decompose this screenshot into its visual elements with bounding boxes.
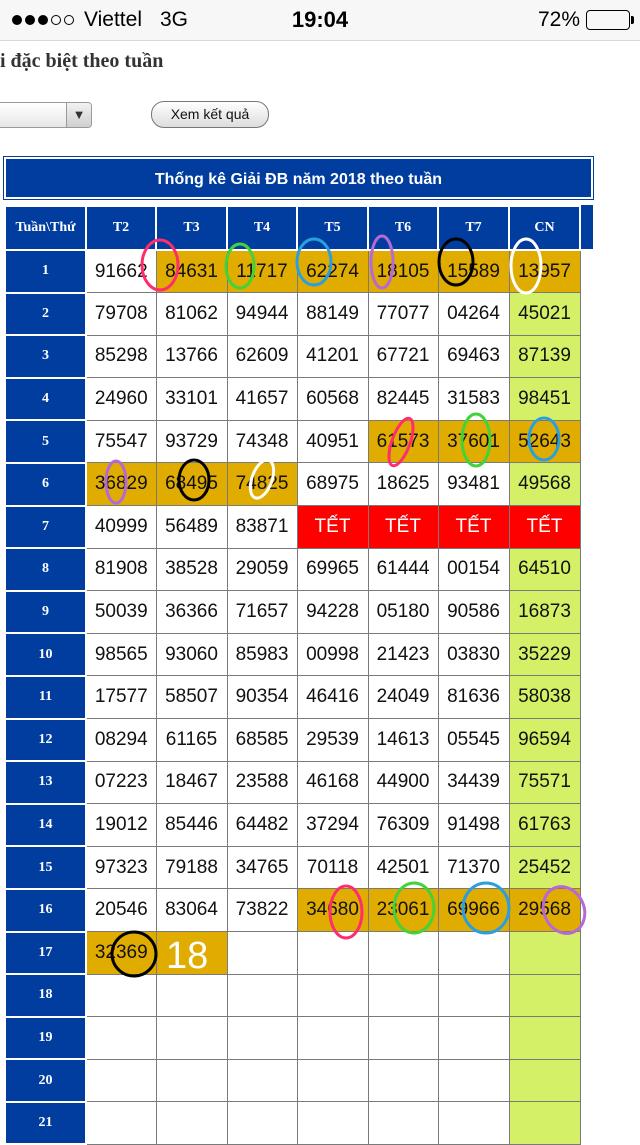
table-row (5, 420, 580, 463)
status-bar (0, 0, 640, 41)
year-select[interactable] (0, 102, 92, 128)
result-cell: 32369 (86, 932, 156, 975)
result-cell (509, 1017, 580, 1060)
col-header: CN (509, 206, 580, 250)
result-cell (227, 1059, 297, 1102)
week-number: 16 (5, 889, 86, 932)
result-cell (86, 1059, 156, 1102)
result-cell: 58038 (509, 676, 580, 719)
result-cell: 69463 (438, 335, 509, 378)
table-row (5, 548, 580, 591)
result-cell: 76309 (368, 804, 438, 847)
result-cell (297, 932, 368, 975)
result-cell (297, 1102, 368, 1145)
result-cell: 85298 (86, 335, 156, 378)
network-type: 3G (160, 8, 189, 31)
result-cell: 81908 (86, 548, 156, 591)
result-cell: 40999 (86, 506, 156, 549)
table-row (5, 676, 580, 719)
result-cell: 61573 (368, 420, 438, 463)
result-cell: 05545 (438, 719, 509, 762)
result-cell: 07223 (86, 761, 156, 804)
result-cell (297, 1017, 368, 1060)
result-cell (438, 1102, 509, 1145)
result-cell: 37294 (297, 804, 368, 847)
result-cell: 94228 (297, 591, 368, 634)
table-row (5, 378, 580, 421)
result-cell: 45021 (509, 293, 580, 336)
result-cell: 94944 (227, 293, 297, 336)
result-cell: 70118 (297, 846, 368, 889)
week-number: 5 (5, 420, 86, 463)
result-cell: 50039 (86, 591, 156, 634)
col-header: T2 (86, 206, 156, 250)
table-row (5, 889, 580, 932)
result-cell (227, 1017, 297, 1060)
result-cell: TẾT (438, 506, 509, 549)
result-cell: 81062 (156, 293, 227, 336)
result-cell: 75547 (86, 420, 156, 463)
col-header: T7 (438, 206, 509, 250)
result-cell (86, 1017, 156, 1060)
result-cell (438, 1017, 509, 1060)
result-cell: 03830 (438, 633, 509, 676)
result-cell: 25452 (509, 846, 580, 889)
result-cell: 52643 (509, 420, 580, 463)
result-cell: 34439 (438, 761, 509, 804)
result-cell: 18467 (156, 761, 227, 804)
result-cell: 36366 (156, 591, 227, 634)
result-cell: 62274 (297, 250, 368, 293)
result-cell (509, 1102, 580, 1145)
result-cell (509, 1059, 580, 1102)
result-cell: 88149 (297, 293, 368, 336)
result-cell: 11717 (227, 250, 297, 293)
view-results-button[interactable]: Xem kết quả (151, 101, 269, 128)
result-cell: 21423 (368, 633, 438, 676)
result-cell: 60568 (297, 378, 368, 421)
result-cell: 24960 (86, 378, 156, 421)
result-cell: TẾT (509, 506, 580, 549)
result-cell (438, 974, 509, 1017)
result-cell (156, 974, 227, 1017)
result-cell: 67721 (368, 335, 438, 378)
result-cell: 79708 (86, 293, 156, 336)
result-cell: 77077 (368, 293, 438, 336)
result-cell (438, 1059, 509, 1102)
col-header: T6 (368, 206, 438, 250)
result-cell: 91662 (86, 250, 156, 293)
table-row (5, 719, 580, 762)
result-cell (368, 932, 438, 975)
result-cell (227, 974, 297, 1017)
result-cell: 83871 (227, 506, 297, 549)
result-cell: 20546 (86, 889, 156, 932)
result-cell: 90586 (438, 591, 509, 634)
week-number: 2 (5, 293, 86, 336)
result-cell: 00154 (438, 548, 509, 591)
result-cell: 73822 (227, 889, 297, 932)
result-cell: TẾT (297, 506, 368, 549)
result-cell: 61763 (509, 804, 580, 847)
week-number: 10 (5, 633, 86, 676)
week-number: 12 (5, 719, 86, 762)
result-cell: 29539 (297, 719, 368, 762)
result-cell (368, 974, 438, 1017)
week-number: 1 (5, 250, 86, 293)
result-cell: 13766 (156, 335, 227, 378)
result-cell (86, 1102, 156, 1145)
result-cell: 68495 (156, 463, 227, 506)
table-row (5, 591, 580, 634)
result-cell: 29059 (227, 548, 297, 591)
result-cell: 84631 (156, 250, 227, 293)
result-cell: 91498 (438, 804, 509, 847)
result-cell: 35229 (509, 633, 580, 676)
result-cell: 13957 (509, 250, 580, 293)
table-header-row (5, 206, 580, 250)
week-number: 13 (5, 761, 86, 804)
result-cell (297, 974, 368, 1017)
result-cell: 93060 (156, 633, 227, 676)
result-cell: 19012 (86, 804, 156, 847)
result-cell: 04264 (438, 293, 509, 336)
result-cell (156, 1059, 227, 1102)
result-cell: 49568 (509, 463, 580, 506)
result-cell: 46416 (297, 676, 368, 719)
week-number: 20 (5, 1059, 86, 1102)
result-cell: 33101 (156, 378, 227, 421)
result-cell: 71657 (227, 591, 297, 634)
week-number: 15 (5, 846, 86, 889)
result-cell: 41201 (297, 335, 368, 378)
table-row (5, 463, 580, 506)
result-cell: 81636 (438, 676, 509, 719)
result-cell: 41657 (227, 378, 297, 421)
result-cell: 85983 (227, 633, 297, 676)
result-cell: 18105 (368, 250, 438, 293)
table-row (5, 1017, 580, 1060)
result-cell: 68585 (227, 719, 297, 762)
result-cell: 31583 (438, 378, 509, 421)
col-header: T3 (156, 206, 227, 250)
result-cell: 74825 (227, 463, 297, 506)
week-number: 8 (5, 548, 86, 591)
result-cell: 97323 (86, 846, 156, 889)
result-cell (368, 1017, 438, 1060)
table-row (5, 932, 580, 975)
week-number: 21 (5, 1102, 86, 1145)
week-number: 17 (5, 932, 86, 975)
result-cell: 83064 (156, 889, 227, 932)
result-cell: 56489 (156, 506, 227, 549)
result-cell: 69965 (297, 548, 368, 591)
result-cell: 36829 (86, 463, 156, 506)
result-cell: TẾT (368, 506, 438, 549)
result-cell: 93481 (438, 463, 509, 506)
result-cell: 68975 (297, 463, 368, 506)
result-cell: 38528 (156, 548, 227, 591)
result-cell (509, 932, 580, 975)
table-row (5, 1102, 580, 1145)
col-header: T4 (227, 206, 297, 250)
result-cell (156, 932, 227, 975)
result-cell: 24049 (368, 676, 438, 719)
result-cell: 71370 (438, 846, 509, 889)
corner-header: Tuần\Thứ (5, 206, 86, 250)
result-cell: 16873 (509, 591, 580, 634)
result-cell: 96594 (509, 719, 580, 762)
result-cell: 82445 (368, 378, 438, 421)
result-cell: 17577 (86, 676, 156, 719)
result-cell: 58507 (156, 676, 227, 719)
result-cell: 18625 (368, 463, 438, 506)
table-row (5, 506, 580, 549)
result-cell: 23588 (227, 761, 297, 804)
result-cell: 14613 (368, 719, 438, 762)
result-cell (156, 1017, 227, 1060)
week-number: 11 (5, 676, 86, 719)
result-cell (86, 974, 156, 1017)
result-cell: 15589 (438, 250, 509, 293)
result-cell: 23061 (368, 889, 438, 932)
result-cell (227, 1102, 297, 1145)
week-number: 4 (5, 378, 86, 421)
result-cell (509, 974, 580, 1017)
carrier-name: Viettel (84, 8, 142, 31)
result-cell: 05180 (368, 591, 438, 634)
result-cell: 61444 (368, 548, 438, 591)
result-cell: 44900 (368, 761, 438, 804)
result-cell (297, 1059, 368, 1102)
dropdown-arrow-icon[interactable]: ▼ (66, 103, 91, 127)
handwritten-number: 18 (166, 935, 209, 977)
result-cell (438, 932, 509, 975)
result-cell: 46168 (297, 761, 368, 804)
table-row (5, 974, 580, 1017)
result-cell: 90354 (227, 676, 297, 719)
week-number: 19 (5, 1017, 86, 1060)
result-cell (368, 1102, 438, 1145)
page-title: i đặc biệt theo tuần (0, 50, 164, 72)
result-cell: 42501 (368, 846, 438, 889)
result-cell: 75571 (509, 761, 580, 804)
table-row (5, 846, 580, 889)
results-table (4, 205, 581, 1145)
week-number: 9 (5, 591, 86, 634)
col-header: T5 (297, 206, 368, 250)
result-cell: 85446 (156, 804, 227, 847)
result-cell (156, 1102, 227, 1145)
result-cell: 64482 (227, 804, 297, 847)
battery-percent: 72% (537, 8, 580, 31)
table-row (5, 804, 580, 847)
table-row (5, 250, 580, 293)
result-cell: 98451 (509, 378, 580, 421)
clock: 19:04 (291, 7, 349, 32)
week-number: 18 (5, 974, 86, 1017)
result-cell: 64510 (509, 548, 580, 591)
table-title: Thống kê Giải ĐB năm 2018 theo tuần (4, 157, 593, 199)
result-cell: 37601 (438, 420, 509, 463)
result-cell: 34765 (227, 846, 297, 889)
result-cell (368, 1059, 438, 1102)
table-row (5, 335, 580, 378)
result-cell: 93729 (156, 420, 227, 463)
result-cell: 34680 (297, 889, 368, 932)
result-cell: 98565 (86, 633, 156, 676)
result-cell: 61165 (156, 719, 227, 762)
battery-icon (586, 10, 630, 30)
result-cell: 79188 (156, 846, 227, 889)
result-cell: 62609 (227, 335, 297, 378)
result-cell: 40951 (297, 420, 368, 463)
week-number: 6 (5, 463, 86, 506)
table-row (5, 633, 580, 676)
result-cell (227, 932, 297, 975)
week-number: 14 (5, 804, 86, 847)
result-cell: 74348 (227, 420, 297, 463)
table-row (5, 1059, 580, 1102)
result-cell: 69966 (438, 889, 509, 932)
result-cell: 87139 (509, 335, 580, 378)
result-cell: 08294 (86, 719, 156, 762)
week-number: 7 (5, 506, 86, 549)
table-row (5, 293, 580, 336)
result-cell: 29568 (509, 889, 580, 932)
table-row (5, 761, 580, 804)
result-cell: 00998 (297, 633, 368, 676)
week-number: 3 (5, 335, 86, 378)
status-right (538, 8, 630, 32)
